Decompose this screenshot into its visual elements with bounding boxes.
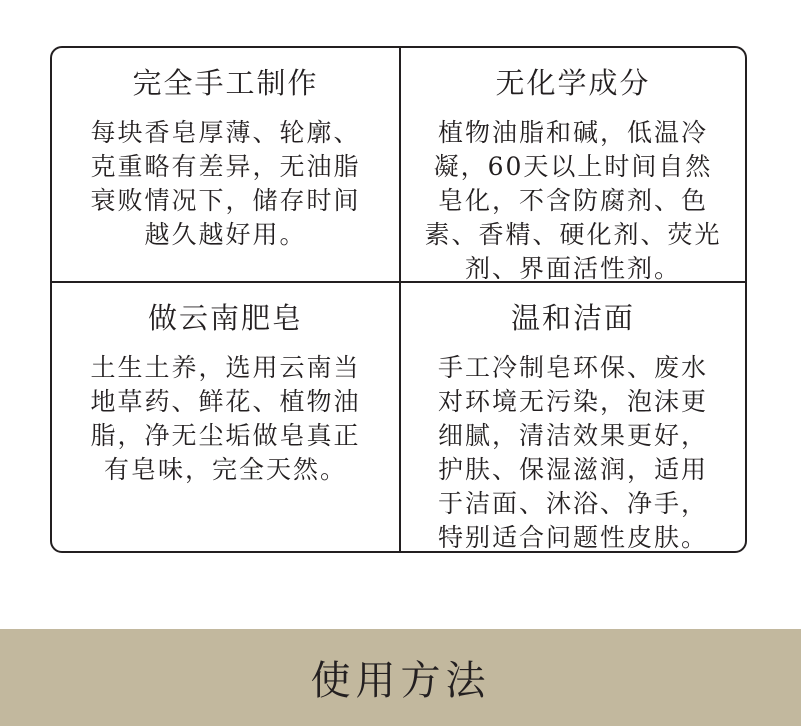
description-line: 手工冷制皂环保、废水 <box>437 353 708 382</box>
feature-description <box>64 116 387 252</box>
feature-description <box>413 116 733 286</box>
description-line: 细腻，清洁效果更好， <box>437 421 708 450</box>
description-line: 素、香精、硬化剂、荧光 <box>424 220 722 249</box>
description-line: 凝，60天以上时间自然 <box>433 152 713 181</box>
section-header-band <box>0 629 801 726</box>
feature-cell-handmade <box>52 48 401 283</box>
description-line: 植物油脂和碱，低温冷 <box>437 118 708 147</box>
description-line: 有皂味，完全天然。 <box>103 455 347 484</box>
description-line: 每块香皂厚薄、轮廓、 <box>90 118 361 147</box>
feature-title: 无化学成分 <box>495 66 651 100</box>
description-line: 地草药、鲜花、植物油 <box>90 387 361 416</box>
feature-description <box>413 351 733 553</box>
feature-title: 完全手工制作 <box>132 66 319 100</box>
description-line: 土生土养，选用云南当 <box>90 353 361 382</box>
description-line: 剂、界面活性剂。 <box>464 254 681 283</box>
feature-title: 温和洁面 <box>510 301 635 335</box>
feature-cell-gentle-cleansing <box>401 283 745 553</box>
description-line: 越久越好用。 <box>144 220 307 249</box>
description-line: 脂，净无尘垢做皂真正 <box>90 421 361 450</box>
description-line: 皂化，不含防腐剂、色 <box>437 186 708 215</box>
description-line: 克重略有差异，无油脂 <box>90 152 361 181</box>
feature-grid <box>50 46 747 553</box>
description-line: 护肤、保湿滋润，适用 <box>437 455 708 484</box>
feature-cell-yunnan-soap <box>52 283 401 553</box>
description-line: 于洁面、沐浴、净手， <box>437 489 708 518</box>
section-title-usage: 使用方法 <box>310 658 491 704</box>
description-line: 对环境无污染，泡沫更 <box>437 387 708 416</box>
feature-cell-no-chemicals <box>401 48 745 283</box>
description-line: 衰败情况下，储存时间 <box>90 186 361 215</box>
feature-title: 做云南肥皂 <box>147 301 303 335</box>
feature-description <box>64 351 387 487</box>
description-line: 特别适合问题性皮肤。 <box>437 523 708 552</box>
